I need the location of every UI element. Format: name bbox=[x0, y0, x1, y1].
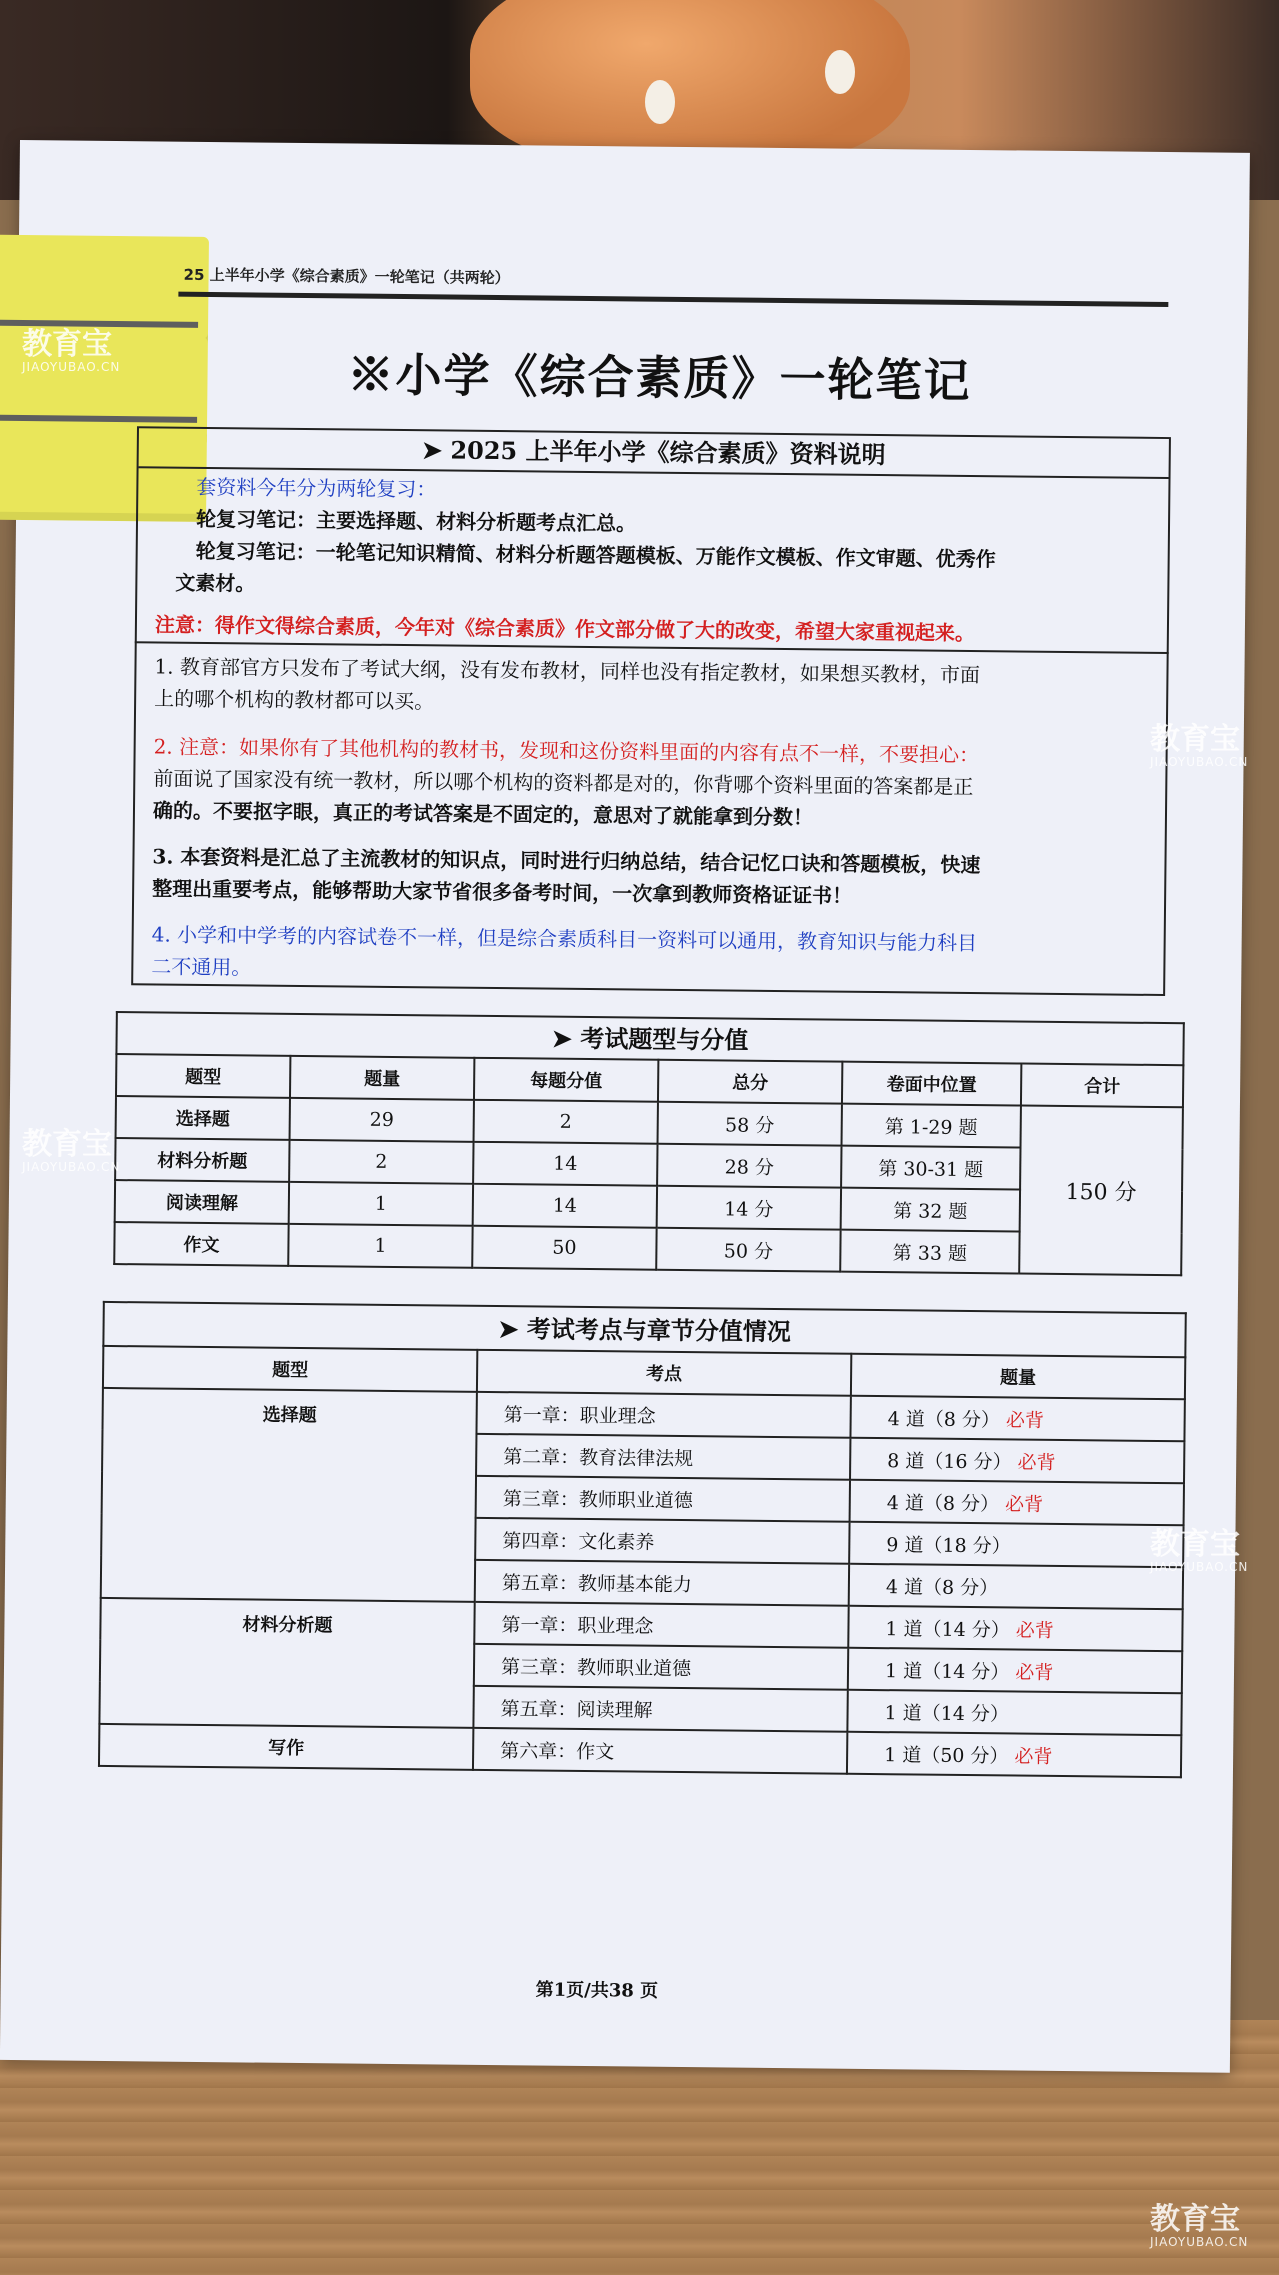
count-text: 4 道（8 分） bbox=[885, 1575, 999, 1599]
must-recite-tag: 必背 bbox=[1004, 1492, 1044, 1516]
watermark bbox=[1150, 2202, 1249, 2249]
table-header: 每题分值 bbox=[474, 1058, 658, 1102]
watermark-cn: 教育宝 bbox=[1150, 2202, 1240, 2237]
count-cell bbox=[847, 1732, 1181, 1777]
intro-item: 确的。不要抠字眼，真正的考试答案是不固定的，意思对了就能拿到分数！ bbox=[152, 798, 814, 830]
total-cell: 150 分 bbox=[1019, 1106, 1183, 1276]
count-text: 4 道（8 分） bbox=[886, 1491, 1000, 1515]
table-cell: 第 32 题 bbox=[841, 1188, 1020, 1232]
count-text: 1 道（14 分） bbox=[885, 1617, 1010, 1641]
intro-item: 整理出重要考点，能够帮助大家节省很多备考时间，一次拿到教师资格证证书！ bbox=[152, 876, 853, 908]
watermark bbox=[22, 327, 121, 374]
point-cell: 第六章：作文 bbox=[473, 1728, 847, 1774]
toy-eye bbox=[825, 50, 855, 94]
intro-item: 上的哪个机构的教材都可以买。 bbox=[154, 686, 435, 714]
header-rule bbox=[178, 292, 1168, 307]
intro-item: 3. 本套资料是汇总了主流教材的知识点，同时进行归纳总结，结合记忆口诀和答题模板，快速 bbox=[152, 844, 981, 878]
intro-line: 文素材。 bbox=[175, 570, 256, 596]
watermark-cn: 教育宝 bbox=[22, 327, 112, 362]
table-cell: 58 分 bbox=[658, 1102, 842, 1146]
must-recite-tag: 必背 bbox=[1015, 1619, 1054, 1642]
table-cell: 2 bbox=[474, 1100, 658, 1144]
table-cell: 1 bbox=[289, 1182, 473, 1226]
point-cell: 第三章：教师职业道德 bbox=[476, 1476, 850, 1522]
must-recite-tag: 必背 bbox=[1014, 1745, 1053, 1768]
table-cell: 第 1-29 题 bbox=[842, 1104, 1021, 1148]
count-text: 4 道（8 分） bbox=[887, 1407, 1001, 1431]
watermark-en: JIAOYUBAO.CN bbox=[1150, 1560, 1249, 1574]
group-cell: 写作 bbox=[99, 1724, 473, 1770]
count-cell bbox=[850, 1438, 1184, 1483]
count-text: 1 道（14 分） bbox=[884, 1701, 1010, 1725]
running-header: 25 上半年小学《综合素质》一轮笔记（共两轮） bbox=[183, 265, 510, 288]
must-recite-tag: 必背 bbox=[1017, 1451, 1056, 1474]
count-cell bbox=[847, 1690, 1181, 1735]
table-header: 题型 bbox=[116, 1054, 290, 1098]
chapters-heading: ➤ 考试考点与章节分值情况 bbox=[498, 1314, 791, 1347]
table-cell: 14 bbox=[473, 1184, 657, 1228]
point-cell: 第五章：教师基本能力 bbox=[475, 1560, 849, 1606]
table-cell: 第 33 题 bbox=[840, 1230, 1019, 1274]
table-header: 总分 bbox=[658, 1060, 842, 1104]
table-cell: 14 分 bbox=[657, 1186, 841, 1230]
count-text: 1 道（14 分） bbox=[884, 1659, 1010, 1683]
count-text: 8 道（16 分） bbox=[887, 1449, 1012, 1473]
watermark-cn: 教育宝 bbox=[1150, 1527, 1240, 1562]
page-title: ※小学《综合素质》一轮笔记 bbox=[347, 347, 972, 408]
table-cell: 阅读理解 bbox=[115, 1180, 289, 1224]
table-cell: 1 bbox=[288, 1224, 472, 1268]
watermark-cn: 教育宝 bbox=[1150, 722, 1240, 757]
count-cell bbox=[850, 1396, 1184, 1441]
point-cell: 第一章：职业理念 bbox=[476, 1392, 850, 1438]
point-cell: 第三章：教师职业道德 bbox=[474, 1644, 848, 1690]
intro-item: 前面说了国家没有统一教材，所以哪个机构的资料都是对的，你背哪个资料里面的答案都是正 bbox=[153, 766, 974, 800]
must-recite-tag: 必背 bbox=[1005, 1408, 1045, 1432]
group-cell: 选择题 bbox=[101, 1388, 477, 1602]
intro-item: 2. 注意：如果你有了其他机构的教材书，发现和这份资料里面的内容有点不一样，不要担心： bbox=[153, 734, 980, 768]
table-cell: 2 bbox=[289, 1140, 473, 1184]
count-cell bbox=[850, 1480, 1184, 1525]
point-cell: 第二章：教育法律法规 bbox=[476, 1434, 850, 1480]
intro-item: 4. 小学和中学考的内容试卷不一样，但是综合素质科目一资料可以通用，教育知识与能力科目 bbox=[151, 922, 978, 956]
watermark-en: JIAOYUBAO.CN bbox=[1150, 2235, 1249, 2249]
intro-item: 1. 教育部官方只发布了考试大纲，没有发布教材，同样也没有指定教材，如果想买教材，市面 bbox=[154, 654, 981, 688]
table-cell: 14 bbox=[473, 1142, 657, 1186]
point-cell: 第四章：文化素养 bbox=[475, 1518, 849, 1564]
table-header: 卷面中位置 bbox=[842, 1062, 1021, 1106]
count-text: 1 道（50 分） bbox=[884, 1743, 1009, 1767]
table-cell: 50 bbox=[472, 1226, 656, 1270]
table-header: 考点 bbox=[477, 1350, 851, 1396]
count-cell bbox=[849, 1564, 1183, 1609]
must-recite-tag: 必背 bbox=[1015, 1661, 1054, 1684]
intro-line: 轮复习笔记：主要选择题、材料分析题考点汇总。 bbox=[195, 506, 637, 536]
intro-heading: ➤ 2025 上半年小学《综合素质》资料说明 bbox=[139, 428, 1169, 479]
table-cell: 第 30-31 题 bbox=[841, 1146, 1020, 1190]
notice-text: 注意：得作文得综合素质，今年对《综合素质》作文部分做了大的改变，希望大家重视起来。 bbox=[154, 612, 976, 646]
table-cell: 29 bbox=[290, 1098, 474, 1142]
point-cell: 第五章：阅读理解 bbox=[473, 1686, 847, 1732]
table-cell: 材料分析题 bbox=[115, 1138, 289, 1182]
table-header: 合计 bbox=[1021, 1064, 1183, 1108]
scores-table bbox=[113, 1053, 1184, 1276]
watermark bbox=[1150, 1527, 1249, 1574]
table-header: 题量 bbox=[851, 1354, 1185, 1399]
toy-eye bbox=[645, 80, 675, 124]
document-page bbox=[0, 140, 1250, 2073]
group-cell: 材料分析题 bbox=[99, 1598, 474, 1728]
chapters-table bbox=[98, 1345, 1186, 1778]
count-cell bbox=[848, 1648, 1182, 1693]
watermark bbox=[1150, 722, 1249, 769]
scores-heading: ➤ 考试题型与分值 bbox=[551, 1023, 749, 1055]
page-number: 第1页/共38 页 bbox=[535, 1979, 659, 2002]
count-text: 9 道（18 分） bbox=[886, 1533, 1011, 1557]
point-cell: 第一章：职业理念 bbox=[474, 1602, 848, 1648]
intro-item: 二不通用。 bbox=[151, 954, 252, 980]
watermark-en: JIAOYUBAO.CN bbox=[22, 360, 121, 374]
watermark bbox=[22, 1127, 121, 1174]
watermark-en: JIAOYUBAO.CN bbox=[1150, 755, 1249, 769]
table-cell: 作文 bbox=[114, 1222, 288, 1266]
count-cell bbox=[849, 1522, 1183, 1567]
count-cell bbox=[848, 1606, 1182, 1651]
table-cell: 28 分 bbox=[657, 1144, 841, 1188]
intro-line: 套资料今年分为两轮复习： bbox=[196, 474, 437, 502]
table-header: 题量 bbox=[290, 1056, 474, 1100]
intro-line: 轮复习笔记：一轮笔记知识精简、材料分析题答题模板、万能作文模板、作文审题、优秀作 bbox=[195, 538, 996, 572]
table-header: 题型 bbox=[103, 1346, 477, 1392]
watermark-en: JIAOYUBAO.CN bbox=[22, 1160, 121, 1174]
table-cell: 选择题 bbox=[116, 1096, 290, 1140]
watermark-cn: 教育宝 bbox=[22, 1127, 112, 1162]
table-cell: 50 分 bbox=[656, 1228, 840, 1272]
